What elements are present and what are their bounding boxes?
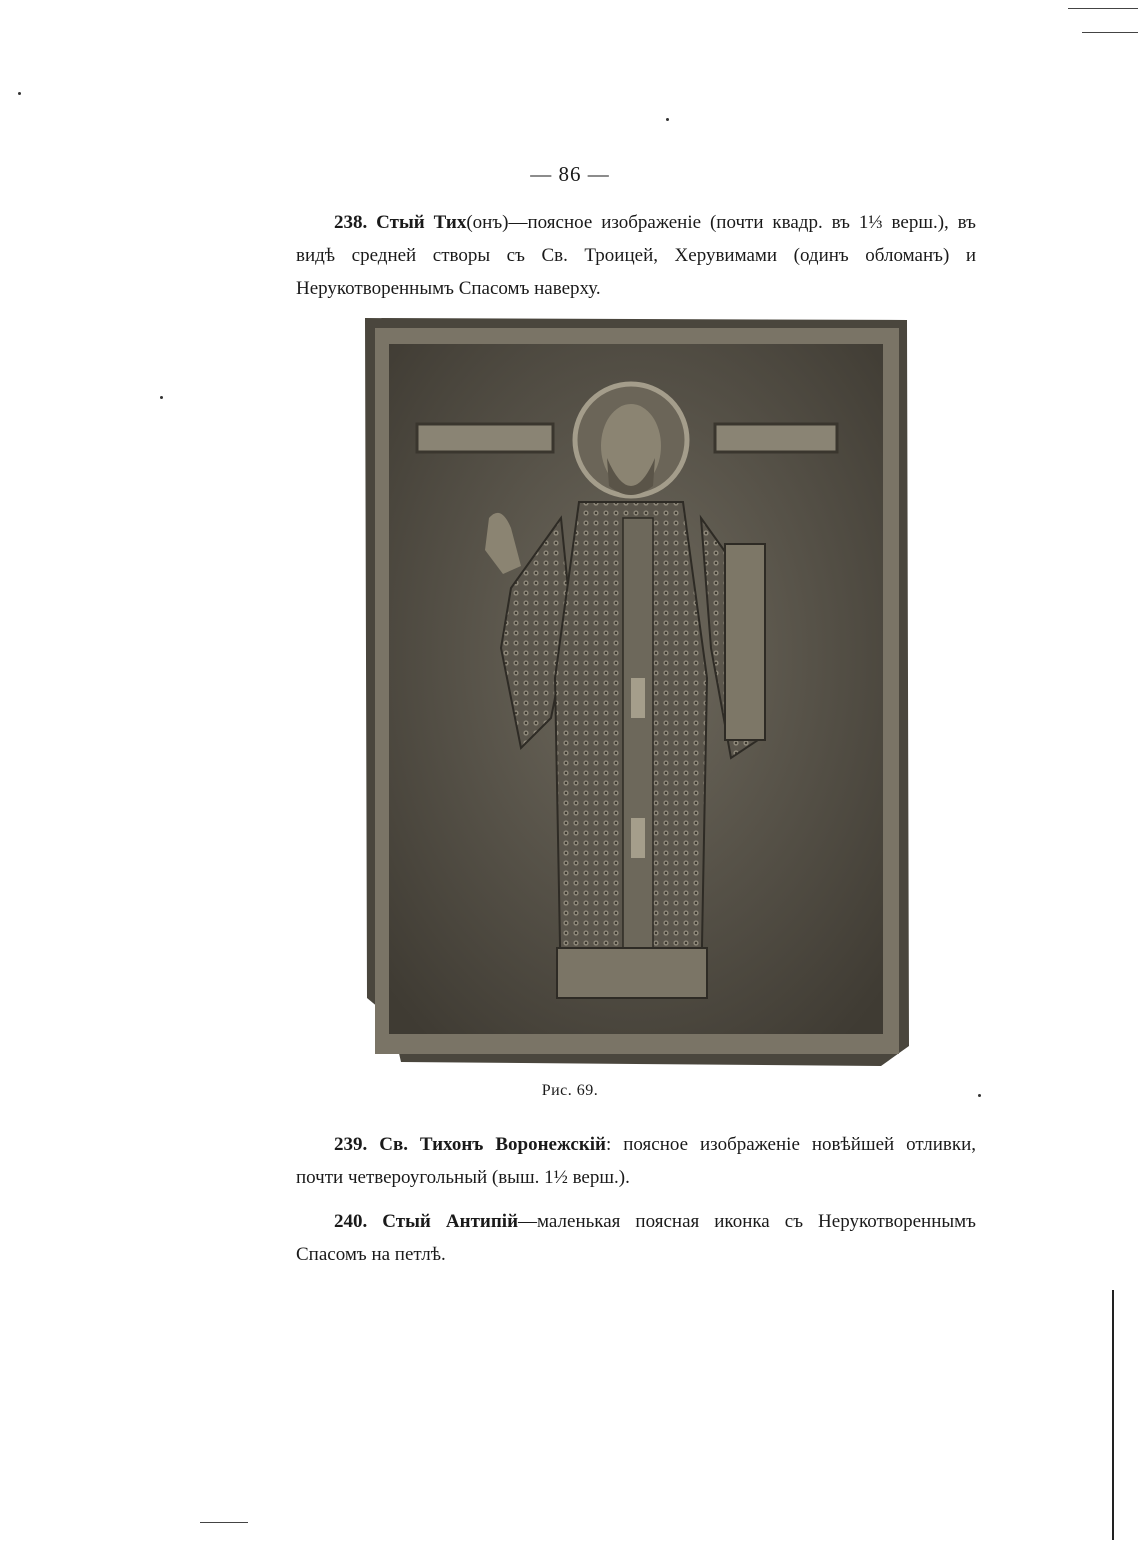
entry-paragraph (296, 206, 976, 305)
entry-text: —маленькая поясная иконка съ Нерукотвореннымъ Спасомъ на петлѣ. (296, 1211, 977, 1265)
entry-number: 240. (334, 1211, 368, 1232)
scan-mark (666, 118, 669, 121)
entry-number: 239. (334, 1134, 368, 1155)
catalog-entry-238 (296, 206, 976, 305)
page-number: — 86 — (530, 162, 610, 186)
entry-title: Св. Тихонъ Воронежскій (379, 1134, 606, 1155)
entry-text: : поясное изображеніе новѣйшей отливки, почти четвероугольный (выш. 1½ верш.). (296, 1134, 977, 1188)
saint-icon-image (361, 318, 909, 1068)
scan-mark (1082, 32, 1138, 33)
icon-photograph (361, 318, 909, 1068)
entry-number: 238. (334, 212, 368, 233)
scan-mark (978, 1094, 981, 1097)
entry-paragraph (296, 1205, 976, 1271)
entry-title: Стый Тих (376, 212, 467, 233)
entry-text: (онъ)—поясное изображеніе (почти квадр. въ 1⅓ верш.), въ видѣ средней створы съ Св. Троицей, Херувимами (одинъ обломанъ) и Нерукотвореннымъ Спасомъ наверху. (296, 212, 977, 299)
catalog-entry-239 (296, 1128, 976, 1194)
scan-mark (200, 1522, 248, 1523)
scan-mark (160, 396, 163, 399)
scan-mark (1112, 1290, 1114, 1540)
entry-paragraph (296, 1128, 976, 1194)
figure-caption: Рис. 69. (541, 1082, 599, 1099)
entry-title: Стый Антипій (382, 1211, 519, 1232)
scan-mark (1068, 8, 1138, 9)
catalog-entry-240 (296, 1205, 976, 1271)
scan-mark (18, 92, 21, 95)
